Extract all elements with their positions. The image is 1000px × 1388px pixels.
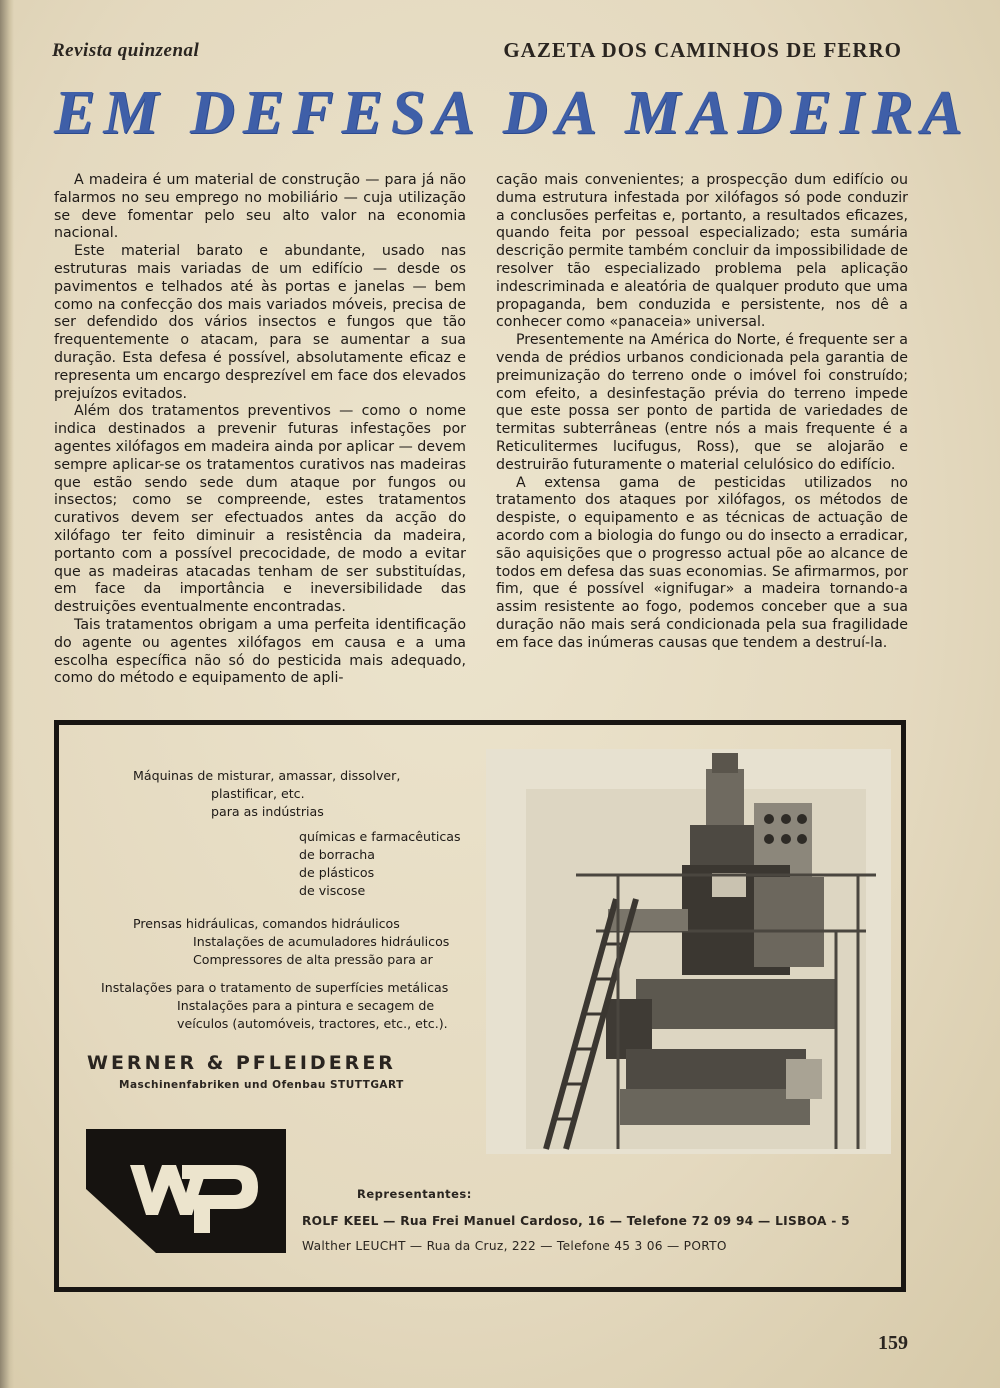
representatives-label: Representantes: (357, 1187, 472, 1201)
ad-line: veículos (automóveis, tractores, etc., etc.). (177, 1016, 448, 1031)
ad-line: Compressores de alta pressão para ar (193, 952, 433, 967)
ad-line: de viscose (299, 883, 366, 898)
ad-line: Instalações de acumuladores hidráulicos (193, 934, 450, 949)
mixing-machine-photo (486, 749, 891, 1154)
ad-line: para as indústrias (211, 804, 324, 819)
article-left-column (54, 172, 466, 688)
advertisement (54, 720, 906, 1292)
article-headline: EM DEFESA DA MADEIRA (54, 79, 971, 147)
paragraph: Tais tratamentos obrigam a uma perfeita identificação do agente ou agentes xilófagos em causa e a uma escolha específica não só do pesticida mais adequado, como do método e equipamento de apli- (54, 616, 466, 687)
ad-line: plastificar, etc. (211, 786, 305, 801)
ad-line: de plásticos (299, 865, 375, 880)
header-publication-title: GAZETA DOS CAMINHOS DE FERRO (503, 38, 902, 62)
header-publication-frequency: Revista quinzenal (52, 40, 200, 61)
paragraph: Além dos tratamentos preventivos — como o nome indica destinados a prevenir futuras infestações por agentes xilófagos em madeira ainda por aplicar — devem sempre aplicar-se os tratamentos curativos nas madeiras que estão sendo sede dum ataque por fungos ou insectos; como se compreende, estes tratamentos curativos devem ser efectuados antes da acção do xilófago ter feito diminuir a resistência da madeira, portanto com a possível precocidade, de modo a evitar que as madeiras atacadas tenham de ser substituídas, em face da importância e ineversibilidade das destruições eventualmente encontradas. (54, 403, 466, 616)
ad-line: de borracha (299, 847, 375, 862)
ad-line: Instalações para a pintura e secagem de (177, 998, 435, 1013)
page-number: 159 (878, 1332, 908, 1354)
ad-line: químicas e farmacêuticas (299, 829, 461, 844)
wp-logo-icon (86, 1129, 286, 1253)
paragraph: A extensa gama de pesticidas utilizados no tratamento dos ataques por xilófagos, os métodos de despiste, o equipamento e as técnicas de actuação de acordo com a biologia do fungo ou do insecto a erradicar, são aquisições que o progresso actual põe ao alcance de todos em defesa das suas economias. Se afirmarmos, por fim, que é possível «ignifugar» a madeira tornando-a assim resistente ao fogo, podemos conceber que a sua duração não mais será condicionada pela sua fragilidade em face das inúmeras causas que tendem a destruí-la. (496, 474, 908, 651)
ad-line: Prensas hidráulicas, comandos hidráulicos (133, 916, 400, 931)
representative-lisboa: ROLF KEEL — Rua Frei Manuel Cardoso, 16 — Telefone 72 09 94 — LISBOA - 5 (302, 1214, 850, 1228)
article-right-column (496, 172, 908, 653)
company-subtitle: Maschinenfabriken und Ofenbau STUTTGART (119, 1079, 404, 1091)
paragraph: Presentemente na América do Norte, é frequente ser a venda de prédios urbanos condicionada pela garantia de preimunização do terreno onde o imóvel foi construído; com efeito, a desinfestação prévia do terreno impede que este possa ser ponto de partida de variedades de termitas subterrâneas (entre nós a mais frequente é a Reticulitermes lucifugus, Ross), que se alojarão e destruirão futuramente o material celulósico do edifício. (496, 332, 908, 473)
company-name: WERNER & PFLEIDERER (87, 1052, 396, 1074)
page-binding-edge (0, 0, 14, 1388)
paragraph: A madeira é um material de construção — para já não falarmos no seu emprego no mobiliário — cuja utilização se deve fomentar pelo seu alto valor na economia nacional. (54, 172, 466, 242)
representative-porto: Walther LEUCHT — Rua da Cruz, 222 — Telefone 45 3 06 — PORTO (302, 1239, 727, 1253)
paragraph: cação mais convenientes; a prospecção dum edifício ou duma estrutura infestada por xilófagos só pode conduzir a conclusões perfeitas e, portanto, a resultados eficazes, quando feita por pessoal especializado; esta sumária descrição permite também concluir da impossibilidade de resolver tão especializado problema pela aplicação indescriminada e aleatória de qualquer produto que uma propaganda, bem conduzida e persistente, nos dê a conhecer como «panaceia» universal. (496, 172, 908, 331)
paragraph: Este material barato e abundante, usado nas estruturas mais variadas de um edifício — desde os pavimentos e telhados até às portas e janelas — bem como na confecção dos mais variados móveis, precisa de ser defendido dos vários insectos e fungos que tão frequentemente o atacam, para se aumentar a sua duração. Esta defesa é possível, absolutamente eficaz e representa um encargo desprezível em face dos elevados prejuízos evitados. (54, 243, 466, 402)
ad-line: Máquinas de misturar, amassar, dissolver, (133, 768, 401, 783)
ad-line: Instalações para o tratamento de superfícies metálicas (101, 980, 449, 995)
